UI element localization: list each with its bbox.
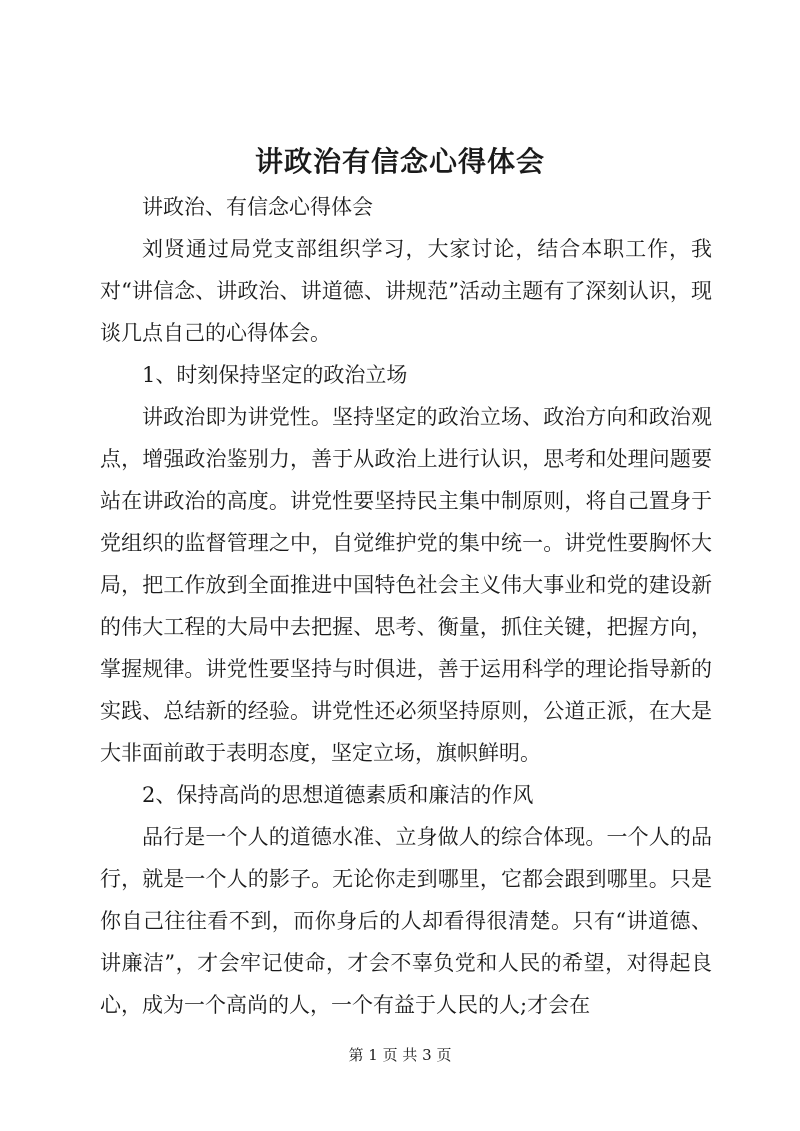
document-title: 讲政治有信念心得体会	[254, 145, 545, 178]
document-body	[100, 186, 712, 1026]
intro-paragraph: 刘贤通过局党支部组织学习，大家讨论，结合本职工作，我对“讲信念、讲政治、讲道德、讲规范”活动主题有了深刻认识，现谈几点自己的心得体会。	[100, 237, 712, 345]
subtitle-paragraph: 讲政治、有信念心得体会	[142, 195, 373, 219]
section-1-paragraph: 讲政治即为讲党性。坚持坚定的政治立场、政治方向和政治观点，增强政治鉴别力，善于从政治上进行认识，思考和处理问题要站在讲政治的高度。讲党性要坚持民主集中制原则，将自己置身于党组织的监督管理之中，自觉维护党的集中统一。讲党性要胸怀大局，把工作放到全面推进中国特色社会主义伟大事业和党的建设新的伟大工程的大局中去把握、思考、衡量，抓住关键，把握方向，掌握规律。讲党性要坚持与时俱进，善于运用科学的理论指导新的实践、总结新的经验。讲党性还必须坚持原则，公道正派，在大是大非面前敢于表明态度，坚定立场，旗帜鲜明。	[100, 405, 712, 765]
section-2-paragraph: 品行是一个人的道德水准、立身做人的综合体现。一个人的品行，就是一个人的影子。无论你走到哪里，它都会跟到哪里。只是你自己往往看不到，而你身后的人却看得很清楚。只有“讲道德、讲廉洁”，才会牢记使命，才会不辜负党和人民的希望，对得起良心，成为一个高尚的人，一个有益于人民的人;才会在	[100, 825, 712, 1017]
section-heading-2: 2、保持高尚的思想道德素质和廉洁的作风	[142, 783, 534, 807]
page-footer: 第 1 页 共 3 页	[348, 1046, 452, 1064]
section-heading-1: 1、时刻保持坚定的政治立场	[142, 363, 408, 387]
